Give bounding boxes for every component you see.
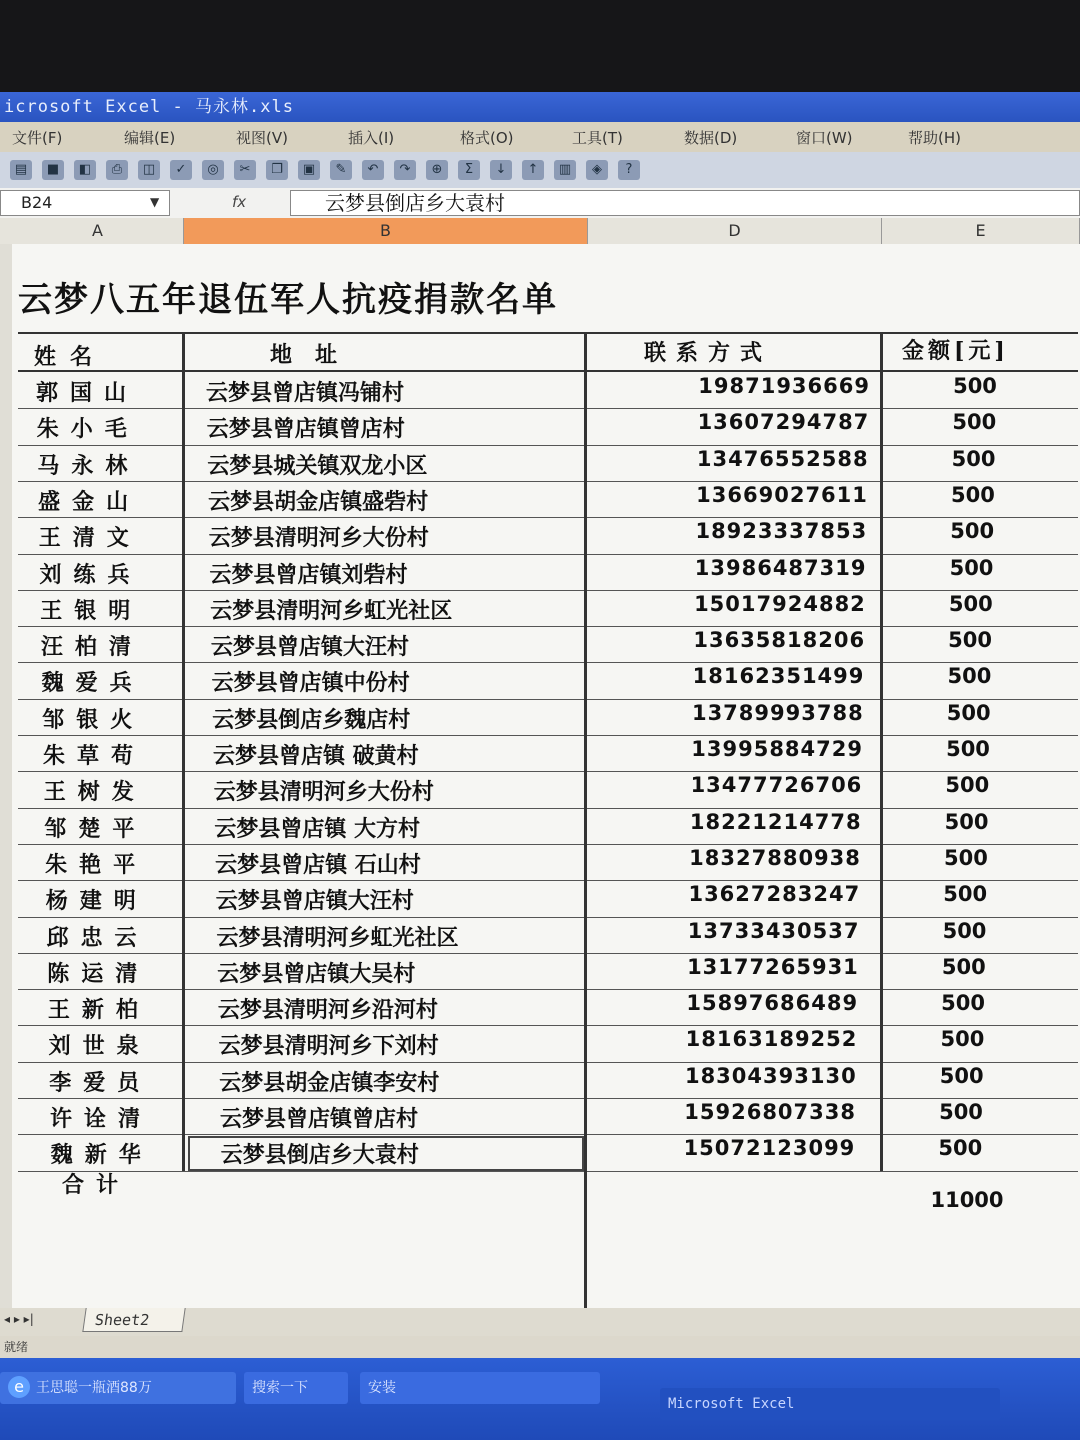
row-phone: 18923337853	[695, 519, 868, 544]
menu-item[interactable]: 格式(O)	[460, 128, 514, 147]
row-address: 云梦县曾店镇刘砦村	[209, 561, 408, 588]
row-amount: 500	[938, 1136, 983, 1161]
row-phone: 13477726706	[690, 773, 863, 798]
row-name: 陈运清	[47, 960, 150, 987]
row-border	[18, 1098, 1078, 1099]
row-amount: 500	[950, 519, 995, 544]
column-border	[880, 332, 883, 1171]
name-box-dropdown-icon[interactable]: ▼	[150, 195, 160, 209]
row-address: 云梦县曾店镇 石山村	[215, 851, 421, 878]
menu-item[interactable]: 编辑(E)	[124, 128, 176, 147]
row-phone: 18163189252	[685, 1027, 858, 1052]
row-name: 郭国山	[36, 380, 139, 406]
formula-bar	[0, 188, 1080, 219]
row-address: 云梦县曾店镇中份村	[211, 670, 410, 697]
row-address: 云梦县胡金店镇盛砦村	[208, 488, 429, 515]
row-border	[18, 735, 1078, 736]
tab-scroll-arrows-icon[interactable]: ◂ ▸ ▸|	[4, 1312, 34, 1326]
row-phone: 13995884729	[691, 737, 863, 761]
row-phone: 13177265931	[687, 954, 859, 979]
standard-toolbar	[0, 152, 1080, 188]
redo-icon[interactable]: ↷	[394, 160, 416, 180]
row-phone: 13635818206	[693, 628, 866, 653]
row-border	[18, 590, 1078, 591]
row-phone: 15926807338	[684, 1100, 856, 1124]
row-address: 云梦县清明河乡虹光社区	[216, 924, 459, 951]
row-address: 云梦县胡金店镇李安村	[219, 1069, 440, 1096]
taskbar-item-browser[interactable]	[0, 1372, 236, 1404]
column-headers	[0, 218, 1080, 245]
menu-item[interactable]: 文件(F)	[12, 128, 63, 147]
chart-wizard-icon[interactable]: ▥	[554, 160, 576, 180]
taskbar	[0, 1358, 1080, 1440]
row-amount: 500	[946, 737, 990, 761]
sort-descending-icon[interactable]: ↑	[522, 160, 544, 180]
row-amount: 500	[951, 446, 996, 471]
row-phone: 18162351499	[692, 664, 865, 689]
row-border	[18, 953, 1078, 954]
row-name: 盛金山	[38, 488, 141, 515]
row-amount: 500	[953, 374, 997, 398]
row-border	[18, 1062, 1078, 1063]
autosum-icon[interactable]: Σ	[458, 160, 480, 180]
row-phone: 15072123099	[683, 1136, 856, 1161]
row-name: 邱忠云	[46, 924, 149, 951]
row-amount: 500	[939, 1063, 984, 1088]
row-name: 朱艳平	[45, 851, 148, 878]
row-name: 邹楚平	[44, 815, 147, 842]
row-border	[18, 808, 1078, 809]
row-border	[18, 554, 1078, 555]
drawing-icon[interactable]: ◈	[586, 160, 608, 180]
row-border	[18, 1134, 1078, 1135]
row-amount: 500	[943, 882, 988, 907]
row-border	[18, 699, 1078, 700]
row-address: 云梦县倒店乡大袁村	[220, 1142, 419, 1169]
row-address: 云梦县曾店镇 破黄村	[213, 743, 419, 769]
row-address: 云梦县曾店镇大汪村	[215, 888, 414, 915]
row-border	[18, 626, 1078, 627]
header-name: 姓名	[34, 344, 107, 370]
row-phone: 13669027611	[696, 482, 868, 507]
column-header-b[interactable]: B	[184, 218, 588, 244]
column-border	[182, 332, 185, 1171]
row-amount: 500	[950, 482, 995, 507]
row-phone: 13627283247	[688, 882, 861, 907]
sheet-tab[interactable]: Sheet2	[82, 1308, 185, 1332]
taskbar-item-excel[interactable]: Microsoft Excel	[660, 1388, 1000, 1420]
title-reflection	[772, 266, 1072, 312]
research-icon[interactable]: ◎	[202, 160, 224, 180]
menu-item[interactable]: 帮助(H)	[908, 128, 961, 147]
row-address: 云梦县清明河乡大份村	[208, 525, 429, 552]
row-border	[18, 844, 1078, 845]
row-phone: 18221214778	[689, 809, 862, 834]
row-phone: 15017924882	[694, 591, 866, 616]
row-amount: 500	[939, 1100, 983, 1124]
row-phone: 19871936669	[698, 374, 870, 398]
taskbar-item-search[interactable]: 搜索一下	[244, 1372, 348, 1404]
row-address: 云梦县城关镇双龙小区	[207, 452, 428, 479]
status-bar: 就绪	[0, 1336, 1080, 1358]
row-name: 杨建明	[45, 888, 148, 915]
column-header-d[interactable]: D	[588, 218, 882, 244]
row-phone: 15897686489	[686, 991, 859, 1016]
row-amount: 500	[947, 664, 992, 689]
print-icon[interactable]: ⎙	[106, 160, 128, 180]
row-name: 许诠清	[50, 1106, 153, 1132]
row-amount: 500	[944, 809, 989, 834]
row-name: 李爱员	[49, 1069, 152, 1096]
row-name: 魏新华	[50, 1142, 153, 1169]
row-address: 云梦县清明河乡虹光社区	[210, 597, 453, 624]
menu-item[interactable]: 视图(V)	[236, 128, 288, 147]
sort-ascending-icon[interactable]: ↓	[490, 160, 512, 180]
row-name: 王新柏	[47, 997, 150, 1024]
formula-input[interactable]: 云梦县倒店乡大袁村	[290, 190, 1080, 216]
row-name: 刘世泉	[48, 1033, 151, 1060]
row-phone: 13789993788	[691, 700, 864, 725]
menu-item[interactable]: 插入(I)	[348, 128, 395, 147]
row-border	[18, 408, 1078, 409]
row-address: 云梦县清明河乡下刘村	[218, 1033, 439, 1060]
row-name: 朱草苟	[43, 743, 146, 769]
menu-item[interactable]: 窗口(W)	[796, 128, 853, 147]
column-header-a[interactable]: A	[12, 218, 184, 244]
row-address: 云梦县曾店镇大汪村	[210, 634, 409, 661]
row-border	[18, 481, 1078, 482]
row-amount: 500	[941, 954, 986, 979]
row-address: 云梦县曾店镇冯铺村	[206, 380, 405, 406]
help-icon[interactable]: ?	[618, 160, 640, 180]
row-phone: 13733430537	[687, 918, 860, 943]
monitor-bezel	[0, 0, 1080, 92]
header-bottom-border	[18, 370, 1078, 372]
row-name: 王银明	[40, 597, 143, 624]
column-header-e[interactable]: E	[882, 218, 1080, 244]
header-amount: 金额[元]	[902, 338, 1009, 364]
row-name: 魏爱兵	[41, 670, 144, 697]
taskbar-item-browser-label: 王思聪一瓶酒88万	[36, 1380, 152, 1396]
permission-icon[interactable]: ◧	[74, 160, 96, 180]
worksheet-grid[interactable]	[12, 244, 1080, 1308]
row-name: 刘练兵	[39, 561, 142, 588]
row-address: 云梦县曾店镇曾店村	[220, 1106, 419, 1132]
row-name: 王树发	[43, 779, 146, 806]
row-name: 朱小毛	[36, 416, 139, 443]
menu-item[interactable]: 工具(T)	[572, 128, 623, 147]
total-amount: 11000	[930, 1188, 1004, 1212]
sheet-tabs-bar	[0, 1308, 1080, 1336]
row-amount: 500	[943, 845, 988, 870]
row-address: 云梦县曾店镇 大方村	[214, 815, 421, 842]
row-phone: 18327880938	[689, 845, 861, 870]
name-box[interactable]: B24	[0, 190, 170, 216]
ie-icon: e	[8, 1376, 30, 1398]
row-address: 云梦县曾店镇大吴村	[217, 960, 416, 987]
undo-icon[interactable]: ↶	[362, 160, 384, 180]
row-amount: 500	[945, 773, 990, 798]
spelling-icon[interactable]: ✓	[170, 160, 192, 180]
open-icon[interactable]: ▤	[10, 160, 32, 180]
row-name: 马永林	[37, 452, 140, 479]
row-amount: 500	[942, 918, 987, 943]
menu-bar	[0, 122, 1080, 152]
row-border	[18, 662, 1078, 663]
row-border	[18, 1171, 1078, 1172]
row-phone: 13476552588	[696, 446, 869, 471]
row-phone: 13607294787	[697, 410, 870, 435]
row-border	[18, 517, 1078, 518]
insert-function-icon[interactable]: fx	[232, 193, 247, 211]
row-address: 云梦县清明河乡大份村	[213, 779, 434, 806]
row-address: 云梦县曾店镇曾店村	[206, 416, 405, 443]
row-border	[18, 1025, 1078, 1026]
header-contact: 联系方式	[644, 340, 773, 366]
format-painter-icon[interactable]: ✎	[330, 160, 352, 180]
header-address: 地 址	[270, 342, 337, 368]
selected-cell-outline	[188, 1136, 584, 1170]
row-amount: 500	[941, 991, 986, 1016]
row-border	[18, 917, 1078, 918]
row-phone: 18304393130	[684, 1063, 857, 1088]
taskbar-item-install[interactable]: 安装	[360, 1372, 600, 1404]
paste-icon[interactable]: ▣	[298, 160, 320, 180]
row-border	[18, 880, 1078, 881]
hyperlink-icon[interactable]: ⊕	[426, 160, 448, 180]
row-name: 邹银火	[42, 706, 145, 733]
row-address: 云梦县清明河乡沿河村	[217, 997, 438, 1024]
row-border	[18, 989, 1078, 990]
save-icon[interactable]: ■	[42, 160, 64, 180]
row-amount: 500	[946, 700, 991, 725]
row-amount: 500	[940, 1027, 985, 1052]
window-title: icrosoft Excel - 马永林.xls	[0, 92, 1080, 122]
row-amount: 500	[948, 628, 993, 653]
row-phone: 13986487319	[694, 555, 867, 580]
row-border	[18, 771, 1078, 772]
row-address: 云梦县倒店乡魏店村	[212, 706, 411, 733]
total-label: 合计	[62, 1172, 131, 1198]
row-amount: 500	[952, 410, 997, 435]
column-border	[584, 332, 587, 1321]
row-amount: 500	[949, 555, 994, 580]
row-amount: 500	[948, 591, 993, 616]
row-name: 王清文	[38, 525, 141, 552]
sheet-title: 云梦八五年退伍军人抗疫捐款名单	[18, 280, 558, 320]
copy-icon[interactable]: ❐	[266, 160, 288, 180]
print-preview-icon[interactable]: ◫	[138, 160, 160, 180]
cut-icon[interactable]: ✂	[234, 160, 256, 180]
row-border	[18, 445, 1078, 446]
row-name: 汪柏清	[40, 634, 143, 661]
menu-item[interactable]: 数据(D)	[684, 128, 738, 147]
